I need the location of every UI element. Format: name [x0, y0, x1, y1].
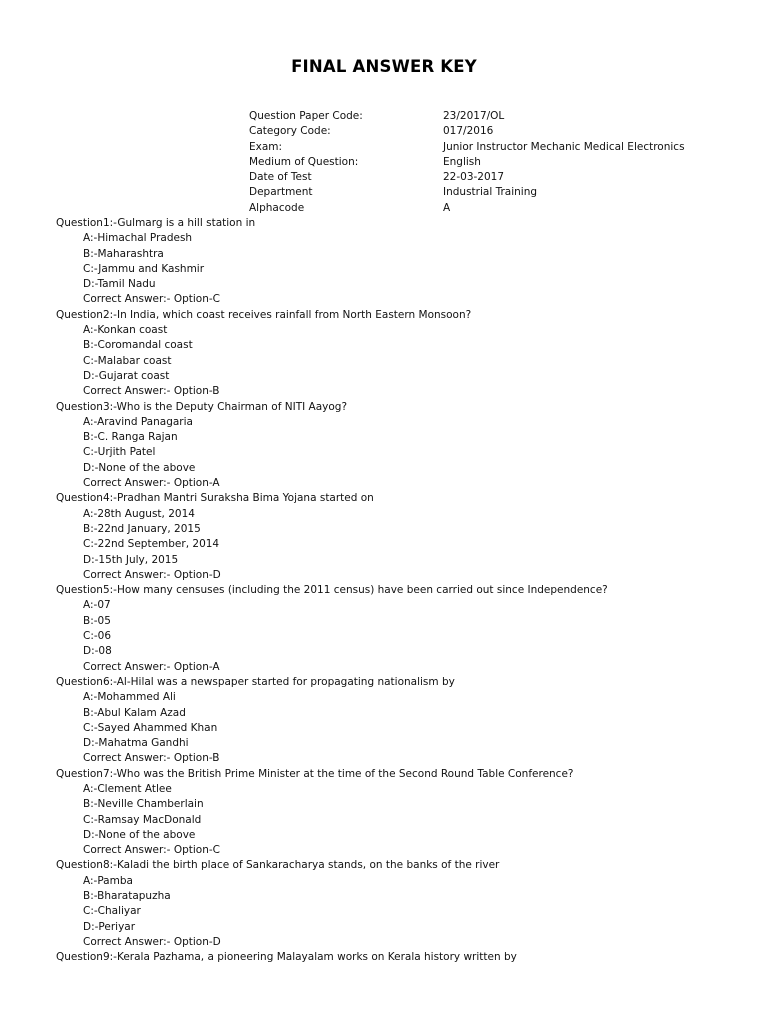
option-b: B:-C. Ranga Rajan	[83, 431, 178, 444]
question-2	[56, 308, 756, 400]
question-text: Question2:-In India, which coast receives rainfall from North Eastern Monsoon?	[56, 308, 472, 321]
option-b: B:-22nd January, 2015	[83, 522, 201, 535]
correct-answer: Correct Answer:- Option-A	[83, 477, 220, 490]
question-3	[56, 400, 756, 492]
correct-answer: Correct Answer:- Option-D	[83, 568, 221, 581]
question-4	[56, 491, 756, 583]
meta-label: Medium of Question:	[249, 155, 359, 168]
option-a: A:-Konkan coast	[83, 324, 168, 337]
meta-value: 017/2016	[443, 125, 494, 138]
meta-row-department	[249, 185, 685, 200]
question-1	[56, 216, 756, 308]
option-d: D:-08	[83, 645, 112, 658]
correct-answer: Correct Answer:- Option-A	[83, 660, 220, 673]
option-c: C:-06	[83, 630, 112, 643]
option-b: B:-Neville Chamberlain	[83, 798, 204, 811]
option-b: B:-05	[83, 614, 111, 627]
option-a: A:-28th August, 2014	[83, 507, 195, 520]
option-c: C:-Urjith Patel	[83, 446, 156, 459]
meta-label: Question Paper Code:	[249, 110, 363, 122]
option-b: B:-Bharatapuzha	[83, 890, 171, 903]
option-c: C:-Malabar coast	[83, 354, 172, 367]
meta-value: 22-03-2017	[443, 171, 505, 184]
question-text: Question6:-Al-Hilal was a newspaper started for propagating nationalism by	[56, 675, 455, 688]
meta-row-exam	[249, 140, 685, 155]
option-a: A:-Mohammed Ali	[83, 691, 176, 704]
option-d: D:-None of the above	[83, 461, 196, 474]
correct-answer: Correct Answer:- Option-B	[83, 385, 220, 398]
option-c: C:-Sayed Ahammed Khan	[83, 721, 218, 734]
correct-answer: Correct Answer:- Option-C	[83, 844, 220, 857]
question-text: Question3:-Who is the Deputy Chairman of NITI Aayog?	[56, 400, 348, 413]
meta-row-medium	[249, 155, 685, 170]
meta-label: Exam:	[249, 140, 283, 153]
meta-label: Alphacode	[249, 201, 305, 214]
option-d: D:-Mahatma Gandhi	[83, 737, 189, 750]
option-d: D:-Gujarat coast	[83, 369, 170, 382]
meta-value: Industrial Training	[443, 186, 538, 199]
option-d: D:-15th July, 2015	[83, 553, 179, 566]
meta-row-alphacode	[249, 201, 685, 216]
option-a: A:-Clement Atlee	[83, 782, 172, 795]
option-b: B:-Abul Kalam Azad	[83, 706, 186, 719]
option-a: A:-07	[83, 599, 111, 612]
question-5	[56, 583, 756, 675]
question-text: Question7:-Who was the British Prime Minister at the time of the Second Round Table Conference?	[56, 767, 574, 780]
question-text: Question8:-Kaladi the birth place of Sankaracharya stands, on the banks of the river	[56, 859, 500, 872]
meta-value: 23/2017/OL	[443, 110, 505, 122]
question-7	[56, 767, 756, 859]
meta-value: English	[443, 155, 481, 168]
option-d: D:-Periyar	[83, 920, 136, 933]
meta-row-paper-code	[249, 109, 685, 124]
option-c: C:-22nd September, 2014	[83, 538, 220, 551]
option-c: C:-Ramsay MacDonald	[83, 813, 202, 826]
question-text: Question9:-Kerala Pazhama, a pioneering Malayalam works on Kerala history written by	[56, 951, 517, 964]
meta-label: Department	[249, 186, 313, 199]
exam-details	[249, 109, 685, 216]
meta-row-category-code	[249, 124, 685, 139]
correct-answer: Correct Answer:- Option-C	[83, 293, 220, 306]
option-d: D:-Tamil Nadu	[83, 278, 156, 291]
option-a: A:-Aravind Panagaria	[83, 415, 193, 428]
option-d: D:-None of the above	[83, 828, 196, 841]
question-text: Question5:-How many censuses (including the 2011 census) have been carried out since Independence?	[56, 584, 608, 597]
question-text: Question4:-Pradhan Mantri Suraksha Bima Yojana started on	[56, 492, 374, 505]
question-9	[56, 950, 756, 965]
question-text: Question1:-Gulmarg is a hill station in	[56, 217, 256, 229]
option-b: B:-Maharashtra	[83, 247, 164, 260]
option-b: B:-Coromandal coast	[83, 339, 193, 352]
meta-value: Junior Instructor Mechanic Medical Electronics	[443, 140, 685, 153]
correct-answer: Correct Answer:- Option-B	[83, 752, 220, 765]
question-list	[56, 216, 756, 966]
option-a: A:-Pamba	[83, 874, 133, 887]
page-title: FINAL ANSWER KEY	[291, 57, 477, 76]
correct-answer: Correct Answer:- Option-D	[83, 935, 221, 948]
meta-label: Category Code:	[249, 125, 331, 138]
option-c: C:-Jammu and Kashmir	[83, 262, 205, 275]
meta-label: Date of Test	[249, 171, 312, 184]
meta-value: A	[443, 201, 451, 214]
option-a: A:-Himachal Pradesh	[83, 232, 193, 245]
meta-row-date	[249, 170, 685, 185]
question-6	[56, 675, 756, 767]
question-8	[56, 858, 756, 950]
option-c: C:-Chaliyar	[83, 905, 141, 918]
